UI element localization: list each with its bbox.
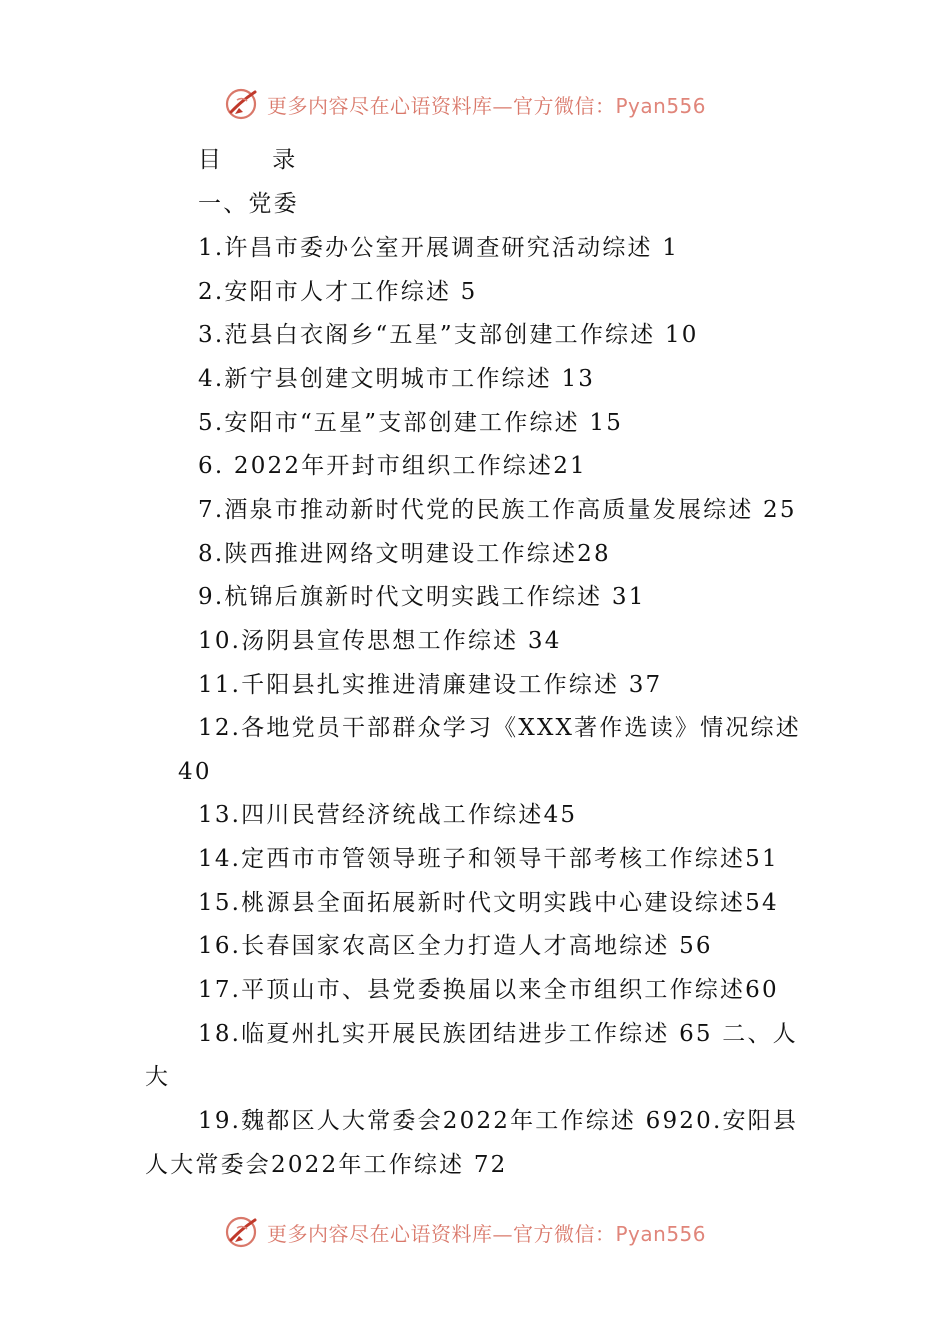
toc-entry: 12.各地党员干部群众学习《XXX著作选读》情况综述 bbox=[198, 715, 801, 741]
toc-entry: 14.定西市市管领导班子和领导干部考核工作综述51 bbox=[198, 846, 779, 872]
toc-title: 目 录 bbox=[198, 147, 318, 173]
toc-entry: 8.陕西推进网络文明建设工作综述28 bbox=[198, 541, 611, 567]
toc-entry: 18.临夏州扎实开展民族团结进步工作综述 65 二、人 bbox=[198, 1021, 798, 1047]
toc-entry-continuation: 大 bbox=[145, 1064, 171, 1090]
watermark-header bbox=[225, 84, 745, 124]
toc-entry: 17.平顶山市、县党委换届以来全市组织工作综述60 bbox=[198, 977, 779, 1003]
toc-entry-continuation: 40 bbox=[178, 759, 212, 785]
watermark-text: 更多内容尽在心语资料库—官方微信： bbox=[267, 93, 616, 118]
toc-entry: 13.四川民营经济统战工作综述45 bbox=[198, 802, 578, 828]
toc-entry: 16.长春国家农高区全力打造人才高地综述 56 bbox=[198, 933, 713, 959]
watermark-brand: Pyan556 bbox=[615, 93, 707, 118]
watermark-text: 更多内容尽在心语资料库—官方微信： bbox=[267, 1221, 616, 1246]
toc-entry: 11.千阳县扎实推进清廉建设工作综述 37 bbox=[198, 672, 663, 698]
toc-entry: 4.新宁县创建文明城市工作综述 13 bbox=[198, 366, 596, 392]
toc-entry: 15.桃源县全面拓展新时代文明实践中心建设综述54 bbox=[198, 890, 779, 916]
toc-entry: 9.杭锦后旗新时代文明实践工作综述 31 bbox=[198, 584, 646, 610]
toc-entry: 6. 2022年开封市组织工作综述21 bbox=[198, 453, 587, 479]
watermark-brand: Pyan556 bbox=[615, 1221, 707, 1246]
toc-section-heading: 一、党委 bbox=[198, 191, 299, 217]
toc-entry: 2.安阳市人才工作综述 5 bbox=[198, 279, 478, 305]
watermark-footer bbox=[225, 1212, 745, 1252]
pen-logo-icon bbox=[225, 1214, 261, 1250]
toc-entry: 7.酒泉市推动新时代党的民族工作高质量发展综述 25 bbox=[198, 497, 797, 523]
pen-logo-icon bbox=[225, 86, 261, 122]
toc-entry: 3.范县白衣阁乡“五星”支部创建工作综述 10 bbox=[198, 322, 699, 348]
toc-entry: 19.魏都区人大常委会2022年工作综述 6920.安阳县 bbox=[198, 1108, 799, 1134]
toc-entry: 10.汤阴县宣传思想工作综述 34 bbox=[198, 628, 562, 654]
toc-entry: 5.安阳市“五星”支部创建工作综述 15 bbox=[198, 410, 624, 436]
toc-entry: 1.许昌市委办公室开展调查研究活动综述 1 bbox=[198, 235, 680, 261]
toc-entry-continuation: 人大常委会2022年工作综述 72 bbox=[145, 1152, 508, 1178]
